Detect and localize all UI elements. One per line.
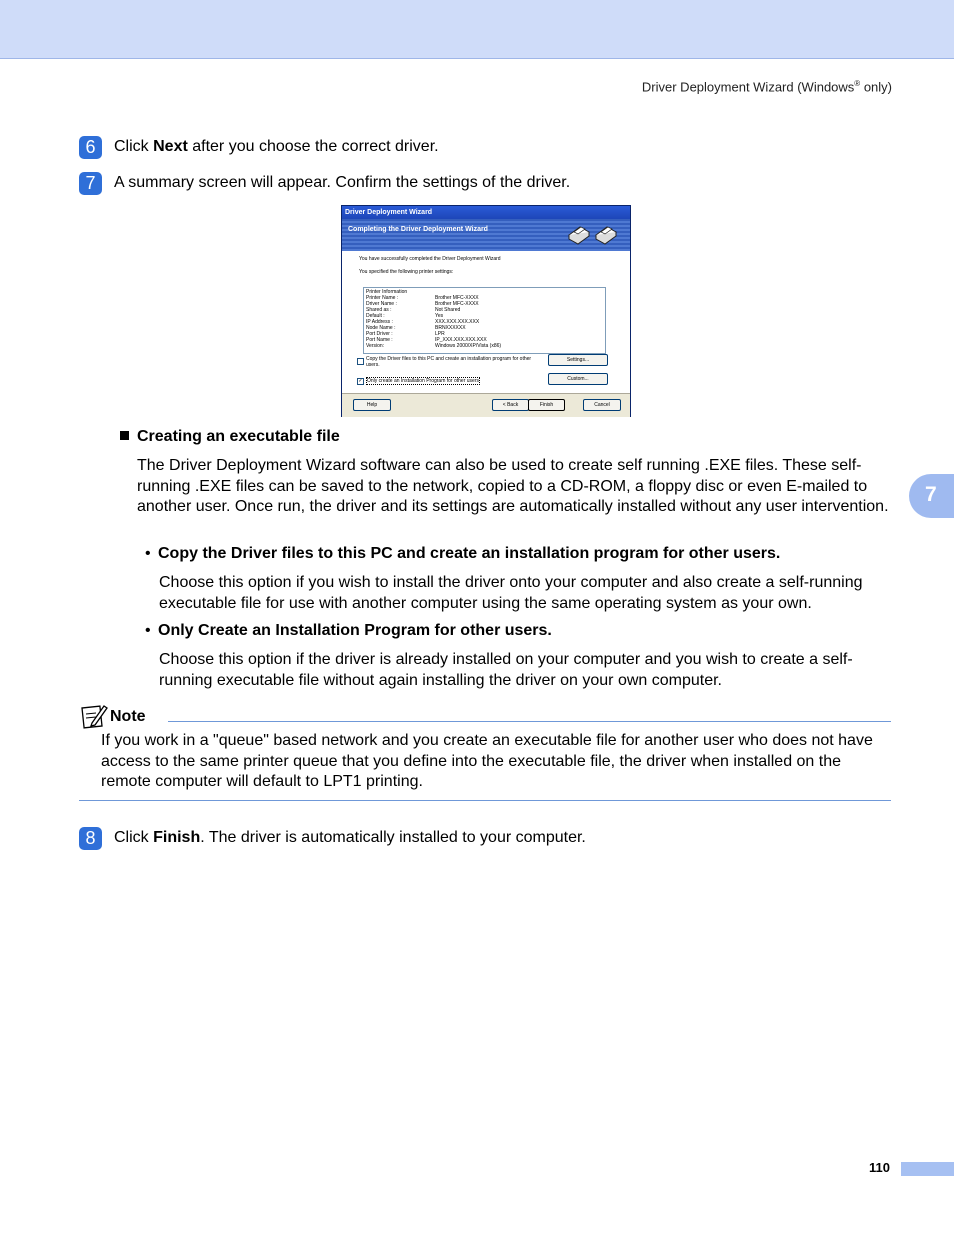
note-label: Note (110, 708, 146, 725)
dialog-title: Driver Deployment Wizard (342, 206, 630, 219)
printer-icon (593, 223, 619, 245)
info-row: Shared as : Not Shared (366, 307, 461, 313)
page-footer-bar (901, 1162, 954, 1176)
chapter-tab (909, 474, 954, 518)
installation-program-checkbox[interactable]: ✓ (358, 378, 363, 384)
top-header-band (0, 0, 954, 59)
dialog-settings-label: You specified the following printer settings: (359, 269, 454, 275)
copy-files-checkbox[interactable] (357, 358, 364, 365)
bullet-only-create-program-description: Choose this option if the driver is already installed on your computer and you wish to create a self-running executable file without again installing the driver on your own computer. (159, 651, 853, 689)
help-button[interactable]: Help (353, 399, 391, 411)
note-top-rule (168, 721, 891, 722)
dialog-success-text: You have successfully completed the Driver Deployment Wizard (359, 256, 501, 262)
info-row: IP Address : XXX.XXX.XXX.XXX (366, 319, 480, 325)
step-number-badge: 7 (79, 172, 102, 195)
wizard-dialog-screenshot (341, 205, 631, 417)
section-heading: Creating an executable file (120, 428, 340, 446)
cancel-button[interactable]: Cancel (583, 399, 621, 411)
chapter-number: 7 (925, 483, 937, 506)
bullet-copy-driver-files-description: Choose this option if you wish to install the driver onto your computer and also create a self-running executable file for use with another computer using the same operating system as your own. (159, 574, 863, 612)
dialog-footer (342, 393, 630, 417)
info-row: Default : Yes (366, 313, 444, 319)
printer-icon (566, 223, 592, 245)
info-row: Port Name : IP_XXX.XXX.XXX.XXX (366, 337, 487, 343)
section-paragraph: The Driver Deployment Wizard software can also be used to create self running .EXE files. These self-running .EXE files can be saved to the network, copied to a CD-ROM, a floppy disc or even E-mailed to another user. Once run, the driver and its settings are automatically installed without any user intervention. (137, 457, 889, 515)
running-header: Driver Deployment Wizard (Windows® only) (641, 79, 892, 95)
info-row: Node Name : BRNXXXXXX (366, 325, 466, 331)
info-row: Version: Windows 2000/XP/Vista (x86) (366, 343, 502, 349)
dialog-banner-title: Completing the Driver Deployment Wizard (348, 226, 488, 233)
info-row: Printer Name : Brother MFC-XXXX (366, 295, 479, 301)
info-row: Printer Information (366, 289, 408, 295)
printer-info-listbox[interactable] (363, 287, 606, 354)
page-number: 110 (869, 1160, 890, 1175)
step-text: Click Finish. The driver is automatically installed to your computer. (114, 829, 586, 846)
square-bullet-icon (120, 431, 129, 440)
copy-files-label: Copy the Driver files to this PC and create an installation program for other users. (366, 356, 532, 368)
back-button[interactable]: < Back (492, 399, 529, 411)
info-row: Port Driver : LPR (366, 331, 445, 337)
custom-button[interactable]: Custom... (548, 373, 608, 385)
note-bottom-rule (79, 800, 891, 801)
dialog-banner (342, 219, 630, 251)
dialog-body (342, 251, 630, 403)
info-row: Driver Name : Brother MFC-XXXX (366, 301, 479, 307)
step-text: Click Next after you choose the correct driver. (114, 138, 439, 155)
installation-program-label: Only create an Installation Program for other users (367, 378, 479, 384)
note-pencil-icon (80, 703, 108, 729)
step-text: A summary screen will appear. Confirm the settings of the driver. (114, 174, 571, 191)
step-number-badge: 8 (79, 827, 102, 850)
settings-button[interactable]: Settings... (548, 354, 608, 366)
finish-button[interactable]: Finish (528, 399, 565, 411)
step-number-badge: 6 (79, 136, 102, 159)
note-text: If you work in a "queue" based network and you create an executable file for another user who does not have access to the same printer queue that you define into the executable file, the driver when installed on the remote computer will default to LPT1 printing. (101, 732, 873, 790)
